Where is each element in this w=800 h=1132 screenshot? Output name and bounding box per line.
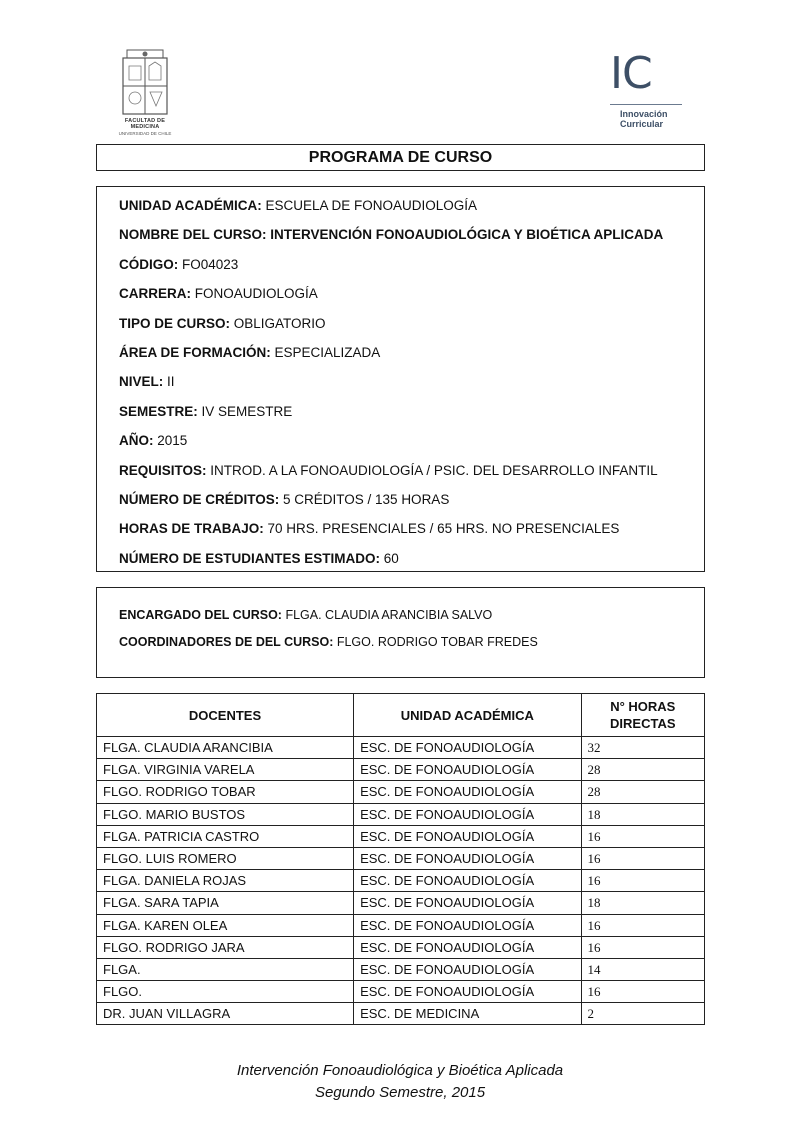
cell-horas: 16 [581, 847, 704, 869]
header-horas: N° HORAS DIRECTAS [581, 694, 704, 737]
table-row [97, 1003, 705, 1025]
info-value: ESPECIALIZADA [270, 344, 381, 360]
info-row [119, 514, 704, 543]
info-value: OBLIGATORIO [230, 315, 326, 331]
info-value: 5 CRÉDITOS / 135 HORAS [279, 491, 450, 507]
table-row [97, 981, 705, 1003]
cell-docente: FLGA. VIRGINIA VARELA [97, 759, 354, 781]
info-row [119, 279, 704, 308]
ic-caption-2: Curricular [620, 119, 664, 129]
cell-unidad: ESC. DE FONOAUDIOLOGÍA [354, 825, 581, 847]
info-value: FONOAUDIOLOGÍA [191, 286, 318, 302]
info-label: REQUISITOS: [119, 462, 207, 478]
info-label: CARRERA: [119, 286, 191, 302]
info-value: 60 [380, 550, 399, 566]
info-row [119, 250, 704, 279]
table-row [97, 936, 705, 958]
table-row [97, 892, 705, 914]
faculty-logo-subcaption: UNIVERSIDAD DE CHILE [118, 131, 172, 136]
table-row [97, 958, 705, 980]
cell-docente: DR. JUAN VILLAGRA [97, 1003, 354, 1025]
info-row [119, 309, 704, 338]
staff-value: FLGO. RODRIGO TOBAR FREDES [333, 635, 538, 649]
cell-docente: FLGA. CLAUDIA ARANCIBIA [97, 737, 354, 759]
title-box [96, 144, 705, 171]
cell-horas: 16 [581, 981, 704, 1003]
info-label: NOMBRE DEL CURSO: INTERVENCIÓN FONOAUDIOLÓGICA Y BIOÉTICA APLICADA [119, 227, 664, 243]
info-label: NIVEL: [119, 374, 164, 390]
cell-unidad: ESC. DE FONOAUDIOLOGÍA [354, 759, 581, 781]
cell-horas: 32 [581, 737, 704, 759]
table-row [97, 803, 705, 825]
cell-horas: 18 [581, 803, 704, 825]
info-row [119, 220, 704, 249]
info-row [119, 367, 704, 396]
cell-unidad: ESC. DE FONOAUDIOLOGÍA [354, 737, 581, 759]
cell-horas: 28 [581, 781, 704, 803]
cell-docente: FLGO. [97, 981, 354, 1003]
info-label: NÚMERO DE ESTUDIANTES ESTIMADO: [119, 550, 381, 566]
cell-unidad: ESC. DE FONOAUDIOLOGÍA [354, 892, 581, 914]
cell-unidad: ESC. DE FONOAUDIOLOGÍA [354, 936, 581, 958]
info-value: 70 HRS. PRESENCIALES / 65 HRS. NO PRESENCIALES [263, 521, 620, 537]
header-unidad: UNIDAD ACADÉMICA [354, 694, 581, 737]
table-row [97, 737, 705, 759]
info-value: FO04023 [178, 256, 239, 272]
cell-horas: 16 [581, 936, 704, 958]
crest-icon [119, 48, 171, 116]
cell-unidad: ESC. DE FONOAUDIOLOGÍA [354, 914, 581, 936]
staff-row [119, 629, 704, 656]
cell-horas: 16 [581, 825, 704, 847]
cell-horas: 16 [581, 870, 704, 892]
ic-logo [606, 48, 686, 138]
cell-docente: FLGA. PATRICIA CASTRO [97, 825, 354, 847]
table-header-row [97, 694, 705, 737]
table-row [97, 781, 705, 803]
info-value: 2015 [153, 433, 188, 449]
cell-horas: 2 [581, 1003, 704, 1025]
faculty-logo-caption: FACULTAD DE MEDICINA [124, 118, 166, 130]
header-docentes: DOCENTES [97, 694, 354, 737]
table-row [97, 825, 705, 847]
staff-label: ENCARGADO DEL CURSO: [119, 608, 282, 622]
cell-horas: 28 [581, 759, 704, 781]
info-label: UNIDAD ACADÉMICA: [119, 198, 262, 213]
teachers-table [96, 693, 705, 1025]
staff-row [119, 602, 704, 629]
cell-unidad: ESC. DE FONOAUDIOLOGÍA [354, 781, 581, 803]
table-row [97, 870, 705, 892]
ic-mark: IC [610, 48, 652, 99]
info-label: SEMESTRE: [119, 403, 198, 419]
cell-docente: FLGA. [97, 958, 354, 980]
staff-value: FLGA. CLAUDIA ARANCIBIA SALVO [281, 608, 493, 622]
cell-unidad: ESC. DE FONOAUDIOLOGÍA [354, 981, 581, 1003]
info-row [119, 426, 704, 455]
footer-course-name: Intervención Fonoaudiológica y Bioética Aplicada [236, 1062, 564, 1079]
info-row [119, 456, 704, 485]
table-row [97, 759, 705, 781]
info-row [119, 397, 704, 426]
cell-docente: FLGA. SARA TAPIA [97, 892, 354, 914]
info-label: CÓDIGO: [119, 256, 179, 272]
course-info-box [96, 186, 705, 572]
faculty-logo [112, 48, 178, 138]
cell-docente: FLGO. RODRIGO JARA [97, 936, 354, 958]
table-row [97, 914, 705, 936]
cell-docente: FLGA. KAREN OLEA [97, 914, 354, 936]
table-row [97, 847, 705, 869]
cell-unidad: ESC. DE FONOAUDIOLOGÍA [354, 958, 581, 980]
info-label: AÑO: [119, 433, 154, 449]
cell-docente: FLGO. RODRIGO TOBAR [97, 781, 354, 803]
page-title: PROGRAMA DE CURSO [308, 149, 493, 166]
info-label: NÚMERO DE CRÉDITOS: [119, 491, 280, 507]
info-row [119, 544, 704, 573]
info-value: IV SEMESTRE [197, 403, 293, 419]
page-footer [0, 1060, 800, 1104]
cell-unidad: ESC. DE MEDICINA [354, 1003, 581, 1025]
info-row [119, 338, 704, 367]
cell-docente: FLGA. DANIELA ROJAS [97, 870, 354, 892]
info-row [119, 191, 704, 220]
cell-docente: FLGO. MARIO BUSTOS [97, 803, 354, 825]
cell-unidad: ESC. DE FONOAUDIOLOGÍA [354, 870, 581, 892]
cell-horas: 14 [581, 958, 704, 980]
cell-unidad: ESC. DE FONOAUDIOLOGÍA [354, 803, 581, 825]
info-value: ESCUELA DE FONOAUDIOLOGÍA [261, 198, 478, 213]
table-body [97, 737, 705, 1025]
info-label: TIPO DE CURSO: [119, 315, 231, 331]
info-label: ÁREA DE FORMACIÓN: [119, 344, 271, 360]
course-staff-box [96, 587, 705, 678]
info-value: II [163, 374, 175, 390]
info-row [119, 485, 704, 514]
info-value: INTROD. A LA FONOAUDIOLOGÍA / PSIC. DEL DESARROLLO INFANTIL [206, 462, 658, 478]
info-label: HORAS DE TRABAJO: [119, 521, 264, 537]
cell-horas: 18 [581, 892, 704, 914]
cell-unidad: ESC. DE FONOAUDIOLOGÍA [354, 847, 581, 869]
cell-docente: FLGO. LUIS ROMERO [97, 847, 354, 869]
cell-horas: 16 [581, 914, 704, 936]
footer-semester: Segundo Semestre, 2015 [314, 1084, 486, 1101]
ic-caption-1: Innovación [620, 109, 668, 119]
ic-divider [610, 104, 682, 105]
staff-label: COORDINADORES DE DEL CURSO: [119, 635, 334, 649]
